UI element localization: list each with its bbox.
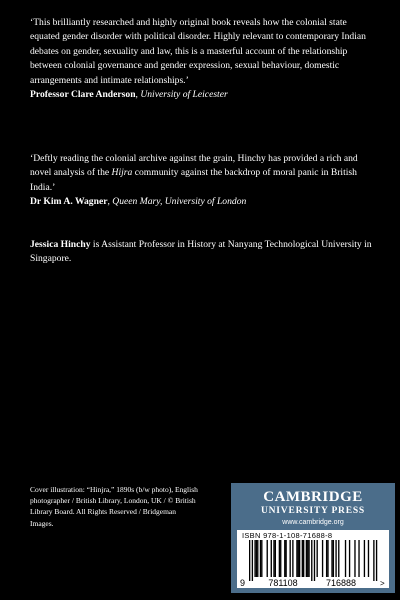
barcode-bar [249, 540, 250, 581]
publisher-url: www.cambridge.org [282, 519, 344, 526]
publisher-subtitle: UNIVERSITY PRESS [260, 506, 366, 516]
barcode-arrow: > [380, 579, 385, 588]
barcode-bar [252, 540, 253, 581]
barcode-bar [292, 540, 293, 577]
barcode-bar [311, 540, 312, 581]
barcode-bar [299, 540, 300, 577]
cover-credit: Cover illustration: “Hinjra,” 1890s (b/w photo), English photographer / British Library, London, UK / © British Library Board. All Rights Reserved / Bridgeman Images. [30, 485, 198, 528]
barcode-bar [275, 540, 276, 577]
barcode-bar [327, 540, 328, 577]
barcode-bar [308, 540, 309, 577]
barcode-bar [256, 540, 257, 577]
barcode-bar [376, 540, 377, 581]
isbn-label: ISBN 978-1-108-71688-8 [242, 531, 333, 540]
barcode-bar [373, 540, 374, 581]
quote-text: ‘This brilliantly researched and highly original book reveals how the colonial state equated gender disorder with political disorder. Highly relevant to contemporary Indian debates on gender, sexuality and law, this is a masterful account of the relationship between colonial governance and gender expression, sexual behaviour, domestic arrangements and intimate relationships.’ [30, 17, 366, 86]
barcode-bar [302, 540, 303, 577]
barcode-bar [290, 540, 291, 577]
barcode-bar [326, 540, 327, 577]
barcode-bar [284, 540, 285, 577]
reviewer-affiliation: Queen Mary, University of London [112, 196, 247, 208]
barcode-bar [317, 540, 318, 577]
barcode-bar [333, 540, 334, 577]
barcode-bar [349, 540, 350, 577]
barcode-bar [338, 540, 339, 577]
barcode-bar [307, 540, 308, 577]
author-name: Jessica Hinchy [30, 239, 91, 250]
barcode-box [237, 530, 389, 588]
review-quote-2 [30, 152, 375, 210]
barcode-bar [273, 540, 274, 577]
review-quote-1 [30, 16, 375, 102]
barcode-bar [285, 540, 286, 577]
barcode-bar [368, 540, 369, 577]
barcode-bar [314, 540, 315, 581]
barcode-bar [331, 540, 332, 577]
publisher-name: CAMBRIDGE [263, 489, 363, 505]
reviewer-name: Professor Clare Anderson [30, 89, 136, 101]
barcode-bar [322, 540, 323, 577]
barcode-bar [306, 540, 307, 577]
reviewer-affiliation: University of Leicester [140, 89, 228, 101]
barcode-bar [364, 540, 365, 577]
barcode-icon [237, 540, 389, 588]
quote-attribution: Professor Clare Anderson, University of Leicester [30, 89, 228, 101]
author-bio [30, 238, 375, 267]
publisher-panel [231, 483, 395, 593]
barcode-bar [271, 540, 272, 577]
quote-italic-term: Hijra [111, 167, 133, 179]
barcode-bar [345, 540, 346, 577]
barcode-bar [261, 540, 262, 577]
barcode-bar [260, 540, 261, 577]
barcode-lead-digit: 9 [240, 578, 246, 588]
bio-text [30, 238, 375, 267]
barcode-bar [280, 540, 281, 577]
barcode-bar [298, 540, 299, 577]
quote-attribution: Dr Kim A. Wagner, Queen Mary, University of London [30, 196, 247, 208]
barcode-bar [254, 540, 255, 577]
bio-description: is Assistant Professor in History at Nanyang Technological University in Singapore. [30, 239, 372, 265]
barcode-bar [296, 540, 297, 577]
barcode-bar [354, 540, 355, 577]
quote-text-part: ‘Deftly reading the colonial archive against the grain, Hinchy has provided a rich and novel analysis of the [30, 153, 358, 179]
barcode-bar [303, 540, 304, 577]
barcode-bar [279, 540, 280, 577]
barcode-bar [335, 540, 336, 577]
barcode-bar [358, 540, 359, 577]
barcode-bar [267, 540, 268, 577]
quote-text [30, 152, 375, 195]
quote-text-part: community against the backdrop of moral panic in British India.’ [30, 167, 357, 193]
reviewer-name: Dr Kim A. Wagner [30, 196, 108, 208]
barcode-bar [257, 540, 258, 577]
barcode-digits-left: 781108 [268, 578, 298, 588]
barcode-digits-right: 716888 [325, 578, 357, 588]
